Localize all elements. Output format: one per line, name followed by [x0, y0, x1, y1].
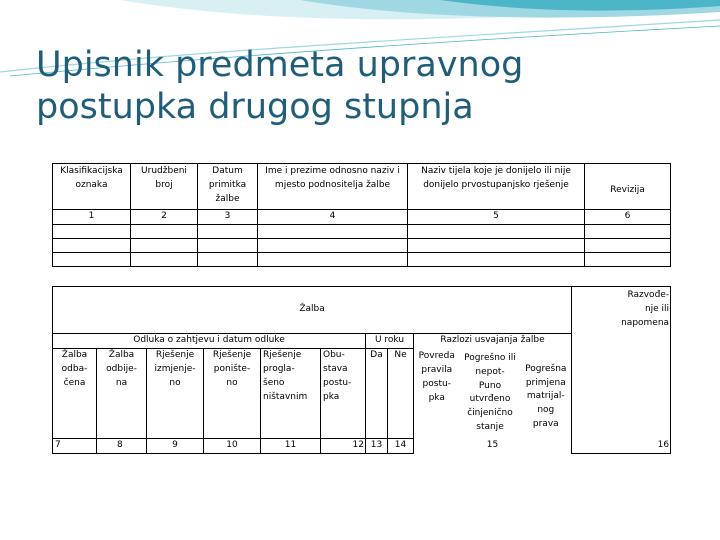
header-obustava-postupka: Obu- stava postu- pka: [321, 348, 366, 438]
col-number: 2: [131, 210, 198, 225]
col-number: 8: [97, 438, 147, 453]
empty-row: [53, 238, 671, 252]
header-naziv-tijela: Naziv tijela koje je donijelo ili nije donijelo prvostupanjsko rješenje: [408, 164, 585, 210]
header-urudzbeni-broj: Urudžbeni broj: [131, 164, 198, 210]
col-number: 16: [572, 438, 671, 453]
header-povreda-pravila: Povreda pravila postu- pka: [418, 351, 455, 404]
col-number: 7: [53, 438, 97, 453]
col-number: 9: [147, 438, 204, 453]
zalba-group-header: Žalba: [53, 287, 572, 334]
register-table-part-1: [52, 163, 671, 267]
slide-title: Upisnik predmeta upravnog postupka drugog stupnja: [36, 45, 524, 127]
col-number: 12: [321, 438, 366, 453]
u-roku-group-header: U roku: [366, 334, 414, 349]
empty-row: [53, 252, 671, 266]
header-rjesenje-nistavno: Rješenje progla- šeno ništavnim: [261, 348, 321, 438]
col-number: 13: [366, 438, 388, 453]
header-pogresno-utvrdeno: Pogrešno ili nepot- Puno utvrđeno činjenično stanje: [464, 352, 516, 433]
header-rjesenje-izmjenjeno: Rješenje izmjenje- no: [147, 348, 204, 438]
header-klasifikacijska-oznaka: Klasifikacijska oznaka: [53, 164, 131, 210]
register-table-part-2: [52, 286, 671, 454]
header-zalba-odbijena: Žalba odbije- na: [97, 348, 147, 438]
header-razvodjenje: Razvođe- nje ili napomena: [572, 287, 671, 439]
header-rjesenje-ponisteno: Rješenje ponište- no: [204, 348, 261, 438]
col-number: 1: [53, 210, 131, 225]
col-number: 11: [261, 438, 321, 453]
header-ne: Ne: [388, 348, 414, 438]
header-da: Da: [366, 348, 388, 438]
razlozi-group-header: Razlozi usvajanja žalbe: [440, 335, 545, 346]
col-number: 14: [388, 438, 414, 453]
col-number: 6: [585, 210, 671, 225]
col-number: 15: [486, 439, 499, 450]
header-podnositelj: Ime i prezime odnosno naziv i mjesto podnositelja žalbe: [258, 164, 408, 210]
col-number: 3: [198, 210, 258, 225]
header-datum-primitka: Datum primitka žalbe: [198, 164, 258, 210]
col-number: 5: [408, 210, 585, 225]
header-revizija: Revizija: [585, 164, 671, 210]
col-number: 10: [204, 438, 261, 453]
odluka-group-header: Odluka o zahtjevu i datum odluke: [53, 334, 366, 349]
empty-row: [53, 224, 671, 238]
header-zalba-odbacena: Žalba odba- čena: [53, 348, 97, 438]
col-number: 4: [258, 210, 408, 225]
header-pogresna-primjena: Pogrešna primjena matrijal- nog prava: [525, 363, 567, 430]
